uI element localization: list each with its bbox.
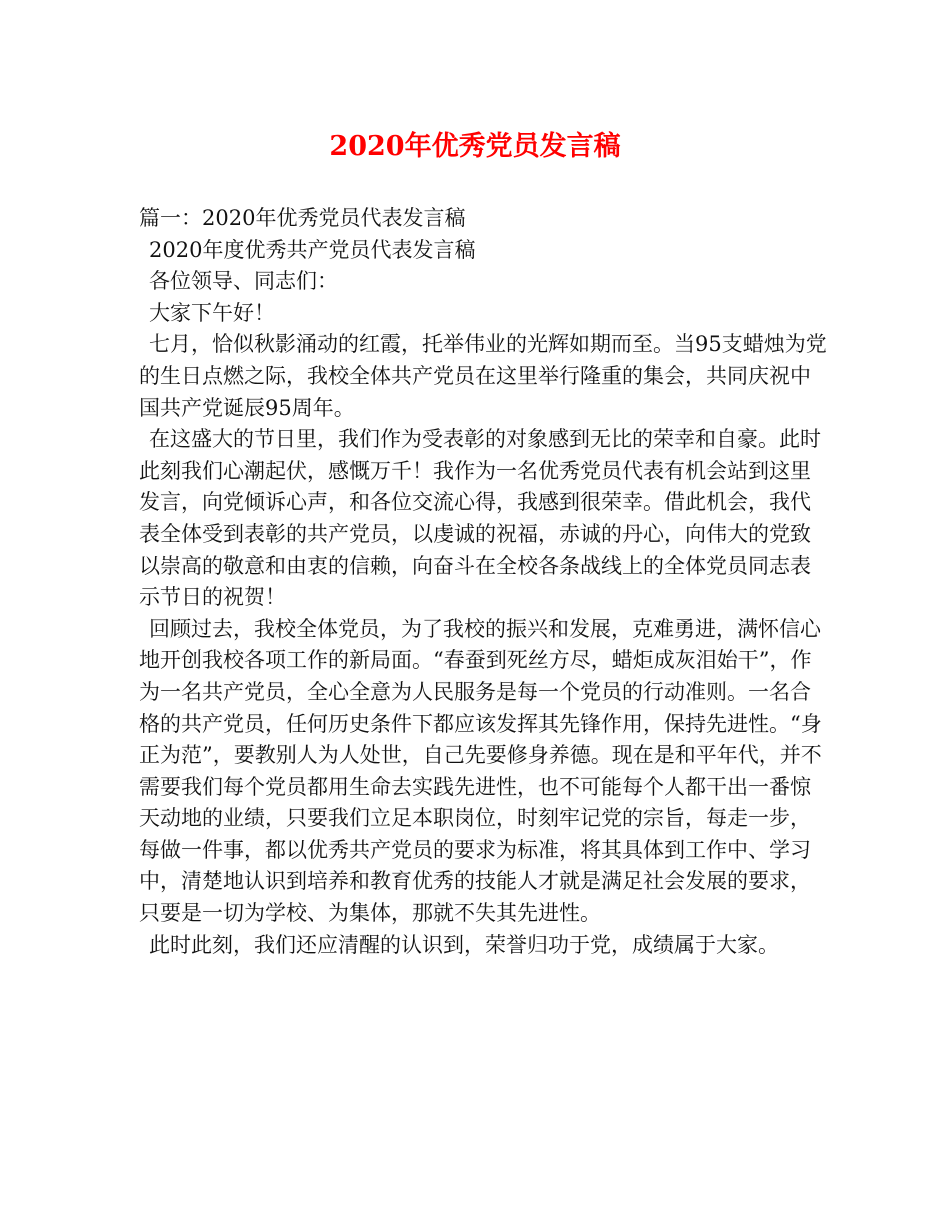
salutation: 各位领导、同志们： — [149, 269, 338, 294]
document-title: 2020年优秀党员发言稿 — [329, 131, 621, 162]
body-paragraph: 此时此刻，我们还应清醒的认识到，荣誉归功于党，成绩属于大家。 — [149, 932, 779, 957]
body-paragraph: 回顾过去，我校全体党员，为了我校的振兴和发展，克难勇进，满怀信心地开创我校各项工作的新局面。“春蚕到死丝方尽，蜡炬成灰泪始干”，作为一名共产党员，全心全意为人民服务是每一个党员的行动准则。一名合格的共产党员，任何历史条件下都应该发挥其先锋作用，保持先进性。“身正为范”，要教别人为人处世，自己先要修身养德。现在是和平年代，并不需要我们每个党员都用生命去实践先进性，也不可能每个人都干出一番惊天动地的业绩，只要我们立足本职岗位，时刻牢记党的宗旨，每走一步，每做一件事，都以优秀共产党员的要求为标准，将其具体到工作中、学习中，清楚地认识到培养和教育优秀的技能人才就是满足社会发展的要求，只要是一切为学校、为集体，那就不失其先进性。 — [139, 616, 822, 926]
section-heading: 篇一：2020年优秀党员代表发言稿 — [139, 206, 466, 230]
body-paragraph: 七月，恰似秋影涌动的红霞，托举伟业的光辉如期而至。当95支蜡烛为党的生日点燃之际，我校全体共产党员在这里举行隆重的集会，共同庆祝中国共产党诞辰95周年。 — [139, 332, 827, 420]
greeting: 大家下午好！ — [149, 300, 275, 325]
body-paragraph: 在这盛大的节日里，我们作为受表彰的对象感到无比的荣幸和自豪。此时此刻我们心潮起伏，感慨万千！我作为一名优秀党员代表有机会站到这里发言，向党倾诉心声，和各位交流心得，我感到很荣幸。借此机会，我代表全体受到表彰的共产党员，以虔诚的祝福，赤诚的丹心，向伟大的党致以崇高的敬意和由衷的信赖，向奋斗在全校各条战线上的全体党员同志表示节日的祝贺！ — [139, 427, 821, 610]
document-body — [139, 203, 829, 961]
speech-title: 2020年度优秀共产党员代表发言稿 — [149, 237, 476, 262]
